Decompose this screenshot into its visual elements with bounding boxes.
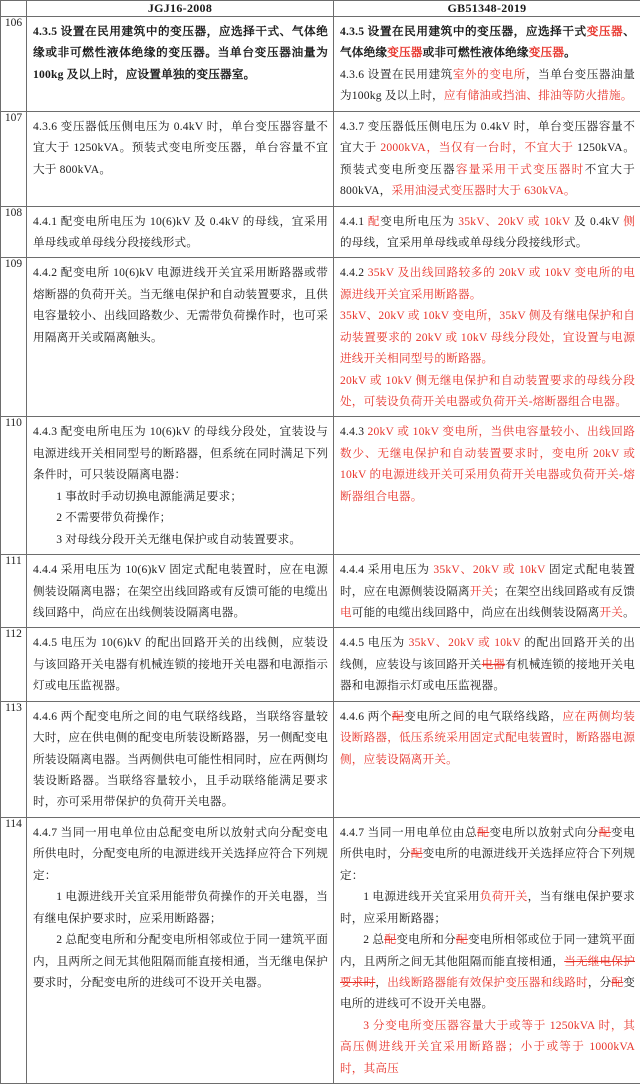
clause-cell-old-standard [27, 701, 334, 817]
clause-text-old: 4.3.5 设置在民用建筑中的变压器，应选择干式、气体绝缘或非可燃性液体绝缘的变压器。当单台变压器油量为100kg 及以上时，应设置单独的变压器室。 [27, 17, 333, 89]
clause-text-new: 4.3.7 变压器低压侧电压为 0.4kV 时，单台变压器容量不宜大于 2000kVA，当仅有一台时，不宜大于 1250kVA。预装式变电所变压器容量采用干式变压器时不宜大于 800kVA，采用油浸式变压器时大于 630kVA。 [334, 112, 640, 206]
row-number-cell: 114 [1, 817, 27, 1083]
clause-cell-old-standard [27, 111, 334, 206]
row-number-cell: 108 [1, 206, 27, 258]
header-standard-old: JGJ16-2008 [27, 1, 334, 17]
clause-cell-old-standard [27, 628, 334, 701]
clause-cell-old-standard [27, 258, 334, 417]
row-number-cell: 106 [1, 17, 27, 112]
clause-cell-new-standard [334, 817, 640, 1083]
clause-text-new: 4.4.6 两个配变电所之间的电气联络线路，应在两侧均装设断路器，低压系统采用固定式配电装置时，断路器电源侧，应装设隔离开关。 [334, 702, 640, 774]
clause-text-new: 4.4.3 20kV 或 10kV 变电所，当供电容量较小、出线回路数少、无继电保护和自动装置要求时，变电所 20kV 或 10kV 的电源进线开关可采用负荷开关电器或负荷开关-熔断器组合电器。 [334, 417, 640, 511]
table-row [1, 555, 640, 628]
clause-cell-new-standard [334, 17, 640, 112]
clause-text-old: 4.4.7 当同一用电单位由总配变电所以放射式向分配变电所供电时，分配变电所的电源进线开关选择应符合下列规定： 1 电源进线开关宜采用能带负荷操作的开关电器，当有继电保护要求时，应采用断路器； 2 总配变电所和分配变电所相邻或位于同一建筑平面内，且两所之间无其他阻隔而能直接相通，当无继电保护要求时，分配变电所的进线可不设开关电器。 [27, 818, 333, 998]
clause-cell-new-standard [334, 628, 640, 701]
clause-text-new: 4.3.5 设置在民用建筑中的变压器，应选择干式变压器、气体绝缘变压器或非可燃性液体绝缘变压器。 4.3.6 设置在民用建筑室外的变电所，当单台变压器油量为100kg 及以上时，应有储油或挡油、排油等防火措施。 [334, 17, 640, 111]
header-standard-new: GB51348-2019 [334, 1, 640, 17]
clause-text-new: 4.4.1 配变电所电压为 35kV、20kV 或 10kV 及 0.4kV 侧的母线，宜采用单母线或单母线分段接线形式。 [334, 207, 640, 258]
row-number-cell: 109 [1, 258, 27, 417]
table-header-row [1, 1, 640, 17]
row-number-cell: 111 [1, 555, 27, 628]
table-body [1, 17, 640, 1084]
table-row [1, 17, 640, 112]
table-row [1, 701, 640, 817]
table-row [1, 111, 640, 206]
clause-cell-old-standard [27, 417, 334, 555]
row-number-cell: 113 [1, 701, 27, 817]
table-row [1, 258, 640, 417]
clause-text-new: 4.4.2 35kV 及出线回路较多的 20kV 或 10kV 变电所的电源进线开关宜采用断路器。 35kV、20kV 或 10kV 变电所，35kV 侧及有继电保护和自动装置要求的 20kV 或 10kV 母线分段处，宜设置与电源进线开关相同型号的断路器。 20kV 或 10kV 侧无继电保护和自动装置要求的母线分段处，可装设负荷开关电器或负荷开关-熔断器组合电器。 [334, 258, 640, 416]
table-row [1, 628, 640, 701]
clause-cell-new-standard [334, 555, 640, 628]
clause-cell-new-standard [334, 258, 640, 417]
table-row [1, 417, 640, 555]
clause-cell-new-standard [334, 111, 640, 206]
clause-cell-old-standard [27, 555, 334, 628]
clause-text-new: 4.4.5 电压为 35kV、20kV 或 10kV 的配出回路开关的出线侧，应装设与该回路开关电器有机械连锁的接地开关电器和电源指示灯或电压监视器。 [334, 628, 640, 700]
clause-text-old: 4.4.4 采用电压为 10(6)kV 固定式配电装置时，应在电源侧装设隔离电器；在架空出线回路或有反馈可能的电缆出线回路中，尚应在出线侧装设隔离电器。 [27, 555, 333, 627]
clause-text-old: 4.4.5 电压为 10(6)kV 的配出回路开关的出线侧，应装设与该回路开关电器有机械连锁的接地开关电器和电源指示灯或电压监视器。 [27, 628, 333, 700]
clause-cell-old-standard [27, 817, 334, 1083]
clause-text-new: 4.4.7 当同一用电单位由总配变电所以放射式向分配变电所供电时，分配变电所的电源进线开关选择应符合下列规定： 1 电源进线开关宜采用负荷开关，当有继电保护要求时，应采用断路器； 2 总配变电所和分配变电所相邻或位于同一建筑平面内，且两所之间无其他阻隔而能直接相通，当无继电保护要求时，出线断路器能有效保护变压器和线路时，分配变电所的进线可不设开关电器。 3 分变电所变压器容量大于或等于 1250kVA 时，其高压侧进线开关宜采用断路器；小于或等于 1000kVA 时，其高压 [334, 818, 640, 1083]
row-number-cell: 107 [1, 111, 27, 206]
clause-text-old: 4.4.1 配变电所电压为 10(6)kV 及 0.4kV 的母线，宜采用单母线或单母线分段接线形式。 [27, 207, 333, 258]
clause-text-old: 4.3.6 变压器低压侧电压为 0.4kV 时，单台变压器容量不宜大于 1250kVA。预装式变电所变压器，单台容量不宜大于 800kVA。 [27, 112, 333, 184]
clause-cell-old-standard [27, 206, 334, 258]
clause-text-old: 4.4.3 配变电所电压为 10(6)kV 的母线分段处，宜装设与电源进线开关相同型号的断路器，但系统在同时满足下列条件时，可只装设隔离电器： 1 事故时手动切换电源能满足要求； 2 不需要带负荷操作； 3 对母线分段开关无继电保护或自动装置要求。 [27, 417, 333, 554]
clause-text-new: 4.4.4 采用电压为 35kV、20kV 或 10kV 固定式配电装置时，应在电源侧装设隔离开关；在架空出线回路或有反馈电可能的电缆出线回路中，尚应在出线侧装设隔离开关。 [334, 555, 640, 627]
clause-cell-old-standard [27, 17, 334, 112]
table-row [1, 817, 640, 1083]
clause-text-old: 4.4.6 两个配变电所之间的电气联络线路，当联络容量较大时，应在供电侧的配变电所装设断路器，另一侧配变电所装设隔离电器。当两侧供电可能性相同时，应在两侧均装设断路器。当联络容量较小，且手动联络能满足要求时，亦可采用带保护的负荷开关电器。 [27, 702, 333, 817]
clause-text-old: 4.4.2 配变电所 10(6)kV 电源进线开关宜采用断路器或带熔断器的负荷开关。当无继电保护和自动装置要求，且供电容量较小、出线回路数少、无需带负荷操作时，也可采用隔离开关或隔离触头。 [27, 258, 333, 352]
clause-cell-new-standard [334, 206, 640, 258]
row-number-cell: 112 [1, 628, 27, 701]
clause-cell-new-standard [334, 417, 640, 555]
header-row-number [1, 1, 27, 17]
table-row [1, 206, 640, 258]
row-number-cell: 110 [1, 417, 27, 555]
clause-cell-new-standard [334, 701, 640, 817]
